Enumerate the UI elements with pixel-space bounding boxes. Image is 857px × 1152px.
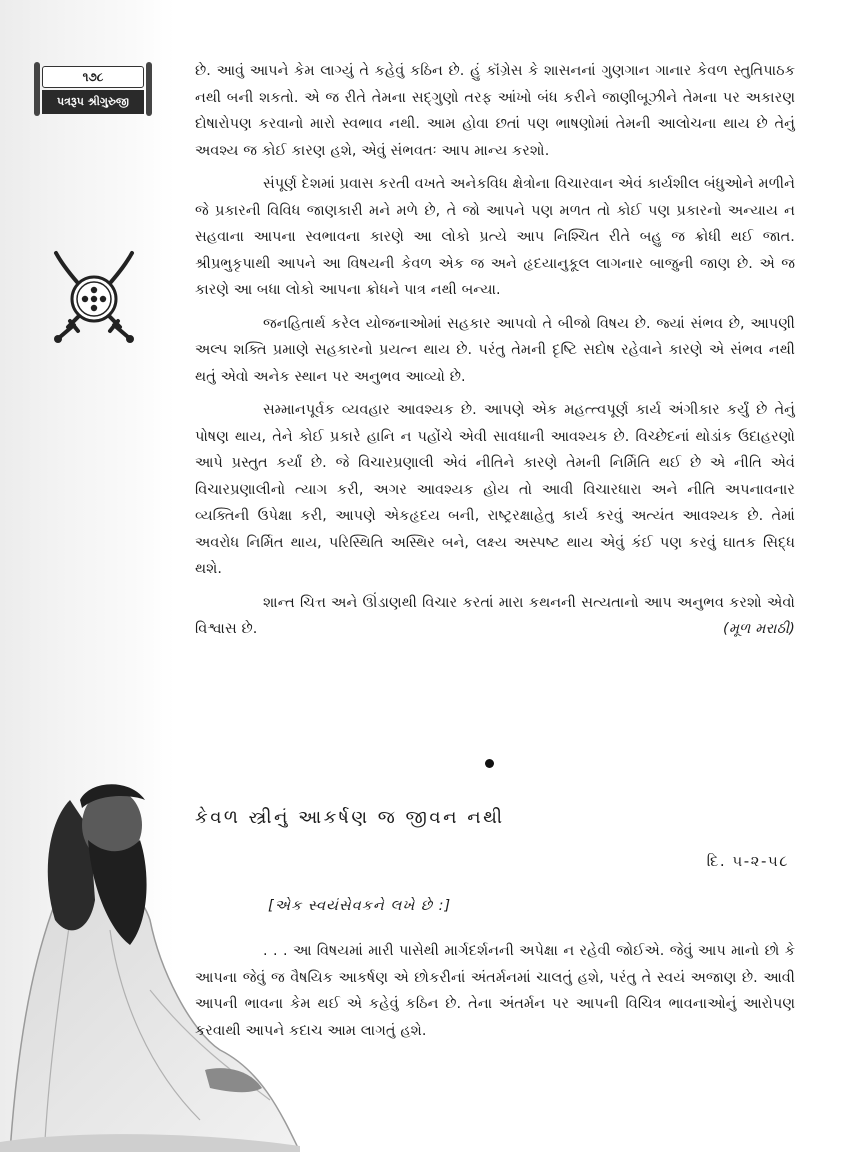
letter-date: દિ. ૫-૨-૫૮ bbox=[706, 852, 789, 870]
scroll-rod-right bbox=[146, 62, 152, 116]
section-divider-bullet bbox=[485, 759, 494, 768]
body-paragraph: . . . આ વિષયમાં મારી પાસેથી માર્ગદર્શનની અપેક્ષા ન રહેવી જોઈએ. જેવું આપ માનો છો કે આપના જેવું જ વૈષયિક આકર્ષણ એ છોકરીનાં અંતર્મનમાં ચાલતું હશે, પરંતુ તે સ્વયં અજાણ છે. આવી આપની ભાવના કેમ થઈ એ કહેવું કઠિન છે. તેના અંતર્મન પર આપની વિચિત્ર ભાવનાઓનું આરોપણ કરવાથી આપને કદાચ આમ લાગતું હશે. bbox=[195, 943, 795, 1039]
body-paragraph: છે. આવું આપને કેમ લાગ્યું તે કહેવું કઠિન છે. હું કૉંગ્રેસ કે શાસનનાં ગુણગાન ગાનાર કેવળ સ્તુતિપાઠક નથી બની શકતો. એ જ રીતે તેમના સદ્‌ગુણો તરફ આંખો બંધ કરીને જાણીબૂઝીને તેમના પર અકારણ દોષારોપણ કરવાનો મારો સ્વભાવ નથી. આમ હોવા છતાં પણ ભાષણોમાં તેમની આલોચના થાય છે તેનું અવશ્ય જ કોઈ કારણ હશે, એવું સંભવતઃ આપ માન્ય કરશો. bbox=[195, 63, 795, 159]
body-paragraph: જનહિતાર્થ કરેલ યોજનાઓમાં સહકાર આપવો તે બીજો વિષય છે. જ્યાં સંભવ છે, આપણી અલ્પ શક્તિ પ્રમાણે સહકારનો પ્રયત્ન થાય છે. પરંતુ તેમની દૃષ્ટિ સદોષ રહેવાને કારણે એ સંભવ નથી થતું એવો અનેક સ્થાન પર અનુભવ આવ્યો છે. bbox=[195, 315, 795, 385]
closing-paragraph bbox=[195, 590, 795, 643]
second-letter-body bbox=[195, 938, 795, 1044]
book-title: પત્રરૂપ શ્રીગુરુજી bbox=[42, 90, 144, 114]
original-language-note: (મૂળ મરાઠી) bbox=[723, 621, 795, 637]
closing-text: શાન્ત ચિત્ત અને ઊંડાણથી વિચાર કરતાં મારા કથનની સત્યતાનો આપ અનુભવ કરશો એવો વિશ્વાસ છે. bbox=[195, 594, 795, 637]
letter-title: કેવળ સ્ત્રીનું આકર્ષણ જ જીવન નથી bbox=[195, 807, 505, 828]
page-number: ૧૭૮ bbox=[42, 66, 144, 88]
body-paragraph: સમ્માનપૂર્વક વ્યવહાર આવશ્યક છે. આપણે એક મહત્ત્વપૂર્ણ કાર્ય અંગીકાર કર્યું છે તેનું પોષણ થાય, તેને કોઈ પ્રકારે હાનિ ન પહોંચે એવી સાવધાની આવશ્યક છે. વિચ્છેદનાં થોડાંક ઉદાહરણો આપે પ્રસ્તુત કર્યાં છે. જે વિચારપ્રણાલી એવં નીતિને કારણે તેમની નિર્મિતિ થઈ છે એ નીતિ એવં વિચારપ્રણાલીનો ત્યાગ કરી, અગર આવશ્યક હોય તો આવી વિચારધારા અને નીતિ અપનાવનાર વ્યક્તિની ઉપેક્ષા કરી, આપણે એકહૃદય બની, રાષ્ટ્રરક્ષાહેતુ કાર્ય કરવું અત્યંત આવશ્યક છે. તેમાં અવરોધ નિર્મિત થાય, પરિસ્થિતિ અસ્થિર બને, લક્ષ્ય અસ્પષ્ટ થાય એવું કંઈ પણ કરવું ઘાતક સિદ્ધ થશે. bbox=[195, 402, 795, 577]
body-paragraph: સંપૂર્ણ દેશમાં પ્રવાસ કરતી વખતે અનેકવિધ ક્ષેત્રોના વિચારવાન એવં કાર્યશીલ બંધુઓને મળીને જે પ્રકારની વિવિધ જાણકારી મને મળે છે, તે જો આપને પણ મળત તો કોઈ પણ પ્રકારનો અન્યાય ન સહવાના આપના સ્વભાવના કારણે આ લોકો પ્રત્યે આપ નિશ્ચિત રીતે બહુ જ ક્રોધી થઈ જાત. શ્રીપ્રભુકૃપાથી આપને આ વિષયની કેવળ એક જ અને હૃદયાનુકૂલ લાગનાર બાજુની જાણ છે. એ જ કારણે આ બધા લોકો આપના ક્રોધને પાત્ર નથી બન્યા. bbox=[195, 176, 795, 298]
scroll-rod-left bbox=[34, 62, 40, 116]
shield-crossed-swords-icon bbox=[48, 245, 140, 345]
recipient-note: [એક સ્વયંસેવકને લખે છે :] bbox=[268, 898, 452, 914]
page-header-scroll bbox=[34, 62, 152, 116]
letter-body bbox=[195, 58, 795, 650]
